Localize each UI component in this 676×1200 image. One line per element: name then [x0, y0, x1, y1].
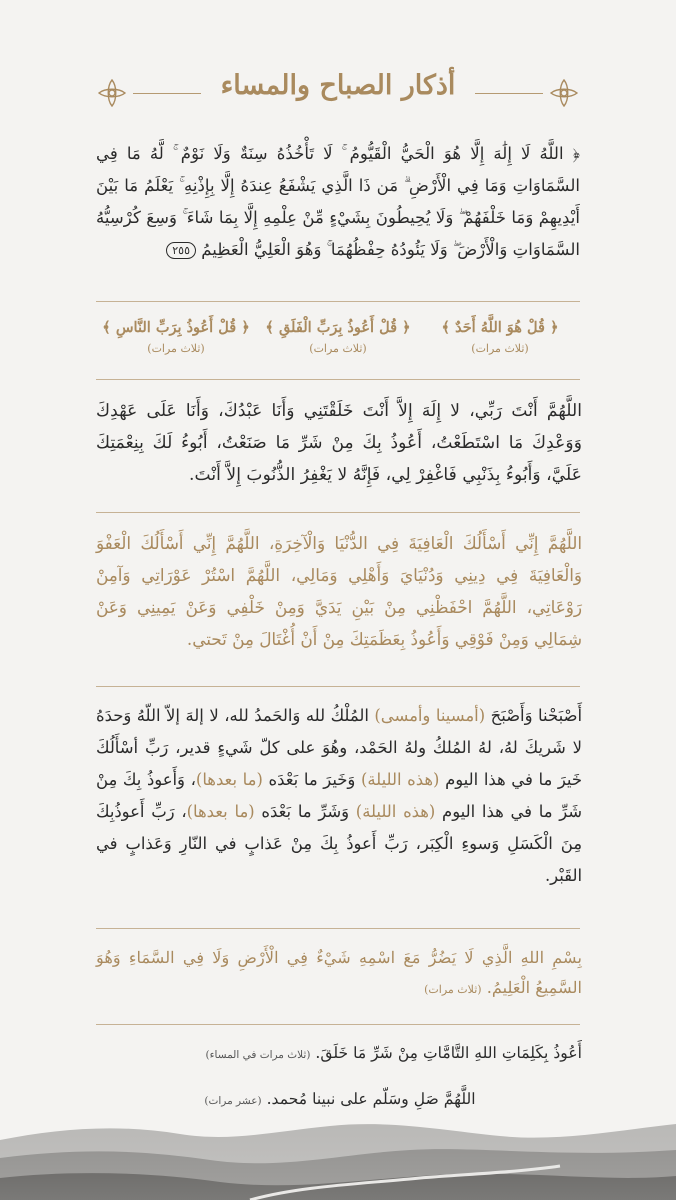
repeat-count: (ثلاث مرات) — [424, 983, 482, 996]
evening-variant: (هذه الليلة) — [355, 802, 436, 821]
landscape-image — [0, 1120, 676, 1200]
page-title: أذكار الصباح والمساء — [220, 70, 456, 101]
repeat-count: (ثلاث مرات) — [147, 342, 205, 355]
surah-text: ﴿ قُلْ هُوَ اللَّهُ أَحَدٌ ﴾ — [441, 319, 559, 336]
evening-variant: (ما بعدها) — [195, 770, 263, 789]
dua-text: بِسْمِ اللهِ الَّذِي لَا يَضُرُّ مَعَ اسْمِهِ شَيْءٌ فِي الْأَرْضِ وَلَا فِي السَّمَاءِ وَهُوَ السَّمِيعُ الْعَلِيمُ. — [96, 948, 582, 997]
evening-variant: (هذه الليلة) — [360, 770, 440, 789]
dua-text: المُلْكُ لله وَالحَمدُ لله، لا إلهَ إلاّ اللّهُ وَحدَهُ لا شَريكَ لهُ، لهُ المُلكُ ولهُ الحَمْد، وهُوَ على كلّ شَيءٍ قدير، رَبِّ أسْأَلُكَ خَيرَ ما في هذا اليوم — [96, 706, 583, 789]
sayyid-al-istighfar: اللَّهُمَّ أَنْتَ رَبِّي، لا إِلَهَ إِلاَّ أَنْتَ خَلَقْتَنِي وَأَنَا عَبْدُكَ، وَأَنَا عَلَى عَهْدِكَ وَوَعْدِكَ مَا اسْتَطَعْتُ، أَعُوذُ بِكَ مِنْ شَرِّ مَا صَنَعْتُ، أَبُوءُ لَكَ بِنِعْمَتِكَ عَلَيَّ، وَأَبُوءُ بِذَنْبِي فَاغْفِرْ لِي، فَإِنَّهُ لا يَغْفِرُ الذُّنُوبَ إِلاَّ أَنْتَ. — [96, 401, 582, 485]
dua-text: وَخَيرَ ما بَعْدَه — [262, 770, 361, 789]
header-line-right — [475, 93, 543, 94]
header-line-left — [133, 93, 201, 94]
afiya-dua: اللَّهُمَّ إِنِّي أَسْأَلُكَ الْعَافِيَةَ فِي الدُّنْيَا وَالْآخِرَةِ، اللَّهُمَّ إِنِّي أَسْأَلُكَ الْعَفْوَ وَالْعَافِيَةَ فِي دِينِي وَدُنْيَايَ وَأَهْلِي وَمَالِي، اللَّهُمَّ اسْتُرْ عَوْرَاتِي وَآمِنْ رَوْعَاتِي، اللَّهُمَّ احْفَظْنِي مِنْ بَيْنِ يَدَيَّ وَمِنْ خَلْفِي وَعَنْ يَمِينِي وَعَنْ شِمَالِي وَمِنْ فَوْقِي وَأَعُوذُ بِعَظَمَتِكَ مِنْ أَنْ أُغْتَالَ مِنْ تَحتي. — [96, 533, 582, 649]
dua-text: أَصْبَحْنا وَأَصْبَحَ — [485, 706, 582, 725]
ornament-icon — [95, 76, 129, 110]
divider — [96, 379, 580, 380]
dua-text: ، رَبِّ أَعوذُبِكَ مِنَ الْكَسَلِ وَسوءِ الْكِبَر، رَبِّ أَعوذُ بِكَ مِنْ عَذابٍ في النّارِ وَعَذابٍ في القَبْر. — [96, 802, 582, 885]
dua-text: اللَّهُمَّ صَلِ وسَلّم على نبينا مُحمد. — [266, 1090, 476, 1108]
surah-text: ﴿ قُلْ أَعُوذُ بِرَبِّ الْفَلَقِ ﴾ — [265, 319, 411, 336]
divider — [96, 512, 580, 513]
repeat-count: (ثلاث مرات) — [471, 342, 529, 355]
dua-text: ، وَأَعوذُ بِكَ مِنْ شَرِّ ما في هذا اليوم — [96, 770, 583, 821]
surah-ikhlas — [420, 316, 580, 358]
asbahna-dua — [96, 700, 582, 892]
divider — [96, 301, 580, 302]
dua-text: أَعُوذُ بِكَلِمَاتِ اللهِ التَّامَّاتِ مِنْ شَرِّ مَا خَلَقَ. — [315, 1044, 582, 1062]
repeat-count: (ثلاث مرات) — [309, 342, 367, 355]
ornament-icon — [547, 76, 581, 110]
surah-nas — [96, 316, 256, 358]
divider — [96, 686, 580, 687]
ayat-al-kursi — [96, 138, 580, 266]
divider — [96, 928, 580, 929]
salawat — [160, 1086, 520, 1114]
evening-variant: (أمسينا وأمسى) — [374, 706, 486, 725]
surah-text: ﴿ قُلْ أَعُوذُ بِرَبِّ النَّاسِ ﴾ — [102, 319, 250, 336]
audhu-dua — [96, 1040, 582, 1068]
repeat-count: (ثلاث مرات في المساء) — [205, 1049, 311, 1061]
evening-variant: (ما بعدها) — [186, 802, 255, 821]
ayat-al-kursi-text: ﴿ اللَّهُ لَا إِلَٰهَ إِلَّا هُوَ الْحَيُّ الْقَيُّومُ ۚ لَا تَأْخُذُهُ سِنَةٌ وَلَا نَوْمٌ ۚ لَّهُ مَا فِي السَّمَاوَاتِ وَمَا فِي الْأَرْضِ ۗ مَن ذَا الَّذِي يَشْفَعُ عِندَهُ إِلَّا بِإِذْنِهِ ۚ يَعْلَمُ مَا بَيْنَ أَيْدِيهِمْ وَمَا خَلْفَهُمْ ۖ وَلَا يُحِيطُونَ بِشَيْءٍ مِّنْ عِلْمِهِ إِلَّا بِمَا شَاءَ ۚ وَسِعَ كُرْسِيُّهُ السَّمَاوَاتِ وَالْأَرْضَ ۖ وَلَا يَئُودُهُ حِفْظُهُمَا ۚ وَهُوَ الْعَلِيُّ الْعَظِيمُ — [96, 144, 580, 259]
dua-text: وَشَرِّ ما بَعْدَه — [254, 802, 356, 821]
bismillah-dua — [96, 943, 582, 1005]
verse-number: ٢٥٥ — [166, 242, 196, 259]
surah-falaq — [258, 316, 418, 358]
repeat-count: (عشر مرات) — [204, 1095, 262, 1107]
divider — [96, 1024, 580, 1025]
quls-row — [96, 316, 580, 366]
header — [95, 68, 581, 118]
